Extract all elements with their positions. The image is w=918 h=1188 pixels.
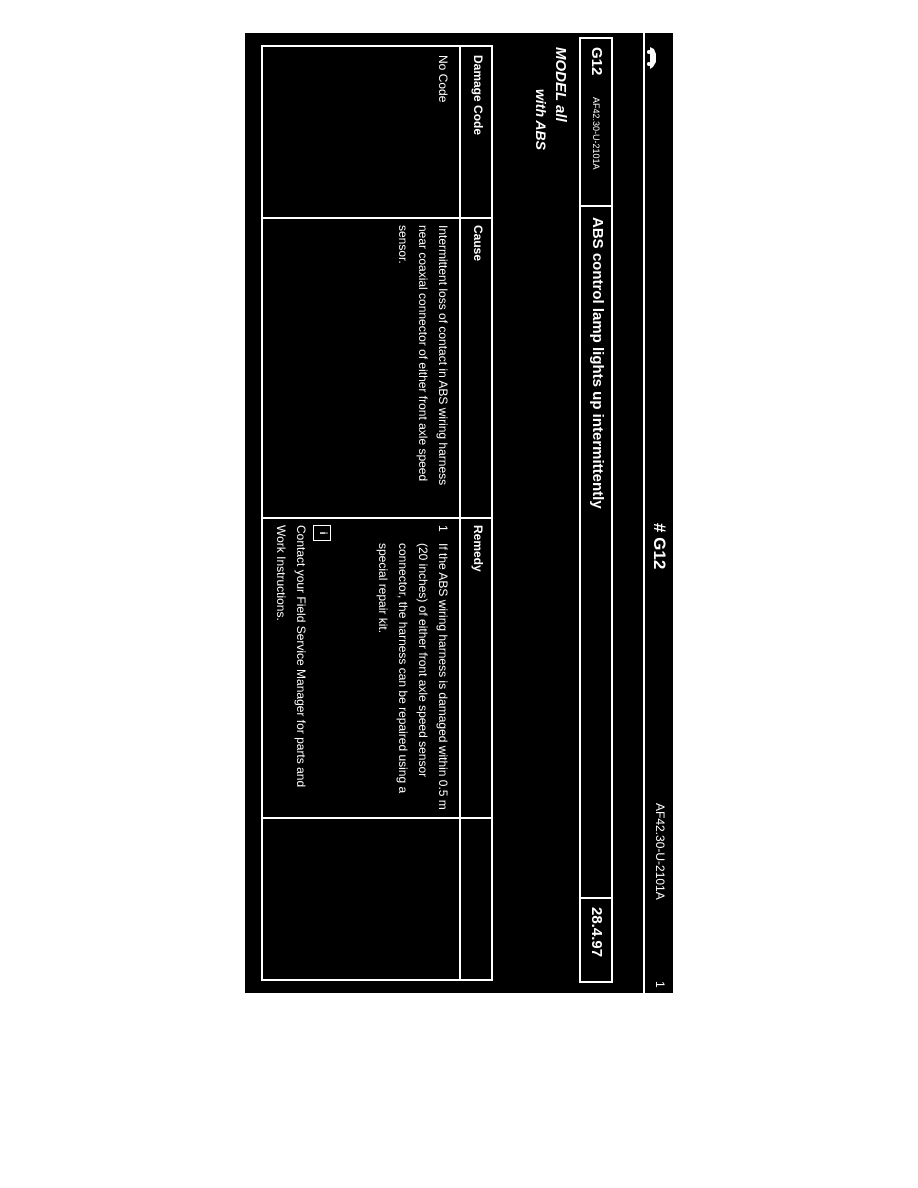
- model-label: MODEL all: [552, 47, 569, 122]
- damage-table: [261, 45, 493, 981]
- column-divider: [263, 517, 491, 519]
- header-rule: [643, 33, 645, 993]
- document-page: [245, 33, 673, 993]
- page-number: 1: [653, 981, 667, 988]
- column-divider: [263, 217, 491, 219]
- title-code: G12: [588, 47, 605, 76]
- info-icon: i: [313, 525, 331, 541]
- column-header-cause: Cause: [471, 225, 485, 262]
- column-header-remedy: Remedy: [471, 525, 485, 572]
- document-number: # G12: [650, 523, 669, 570]
- column-divider: [263, 817, 491, 819]
- title-box: [579, 37, 613, 983]
- car-logo-icon: [647, 45, 659, 71]
- cell-damage-code: No Code: [436, 55, 450, 103]
- header-reference: AF42.30-U-2101A: [653, 803, 667, 900]
- page-title: ABS control lamp lights up intermittently: [589, 217, 606, 509]
- divider: [581, 205, 611, 207]
- title-date: 28.4.97: [588, 907, 605, 958]
- remedy-text: If the ABS wiring harness is damaged within 0.5 m (20 inches) of either front axle speed sensor connector, the harness can be repaired using a special repair kit.: [376, 543, 450, 810]
- table-header-rule: [459, 47, 461, 979]
- info-note: Contact your Field Service Manager for parts and Work Instructions.: [274, 525, 308, 788]
- rotated-content: [245, 33, 673, 993]
- model-variant: with ABS: [533, 89, 549, 150]
- title-reference: AF42.30-U-2101A: [591, 97, 601, 170]
- divider: [581, 897, 611, 899]
- remedy-step-number: 1: [436, 525, 450, 532]
- column-header-damage-code: Damage Code: [471, 55, 485, 136]
- cell-cause: Intermittent loss of contact in ABS wiring harness near coaxial connector of either front axle speed sensor.: [396, 225, 450, 486]
